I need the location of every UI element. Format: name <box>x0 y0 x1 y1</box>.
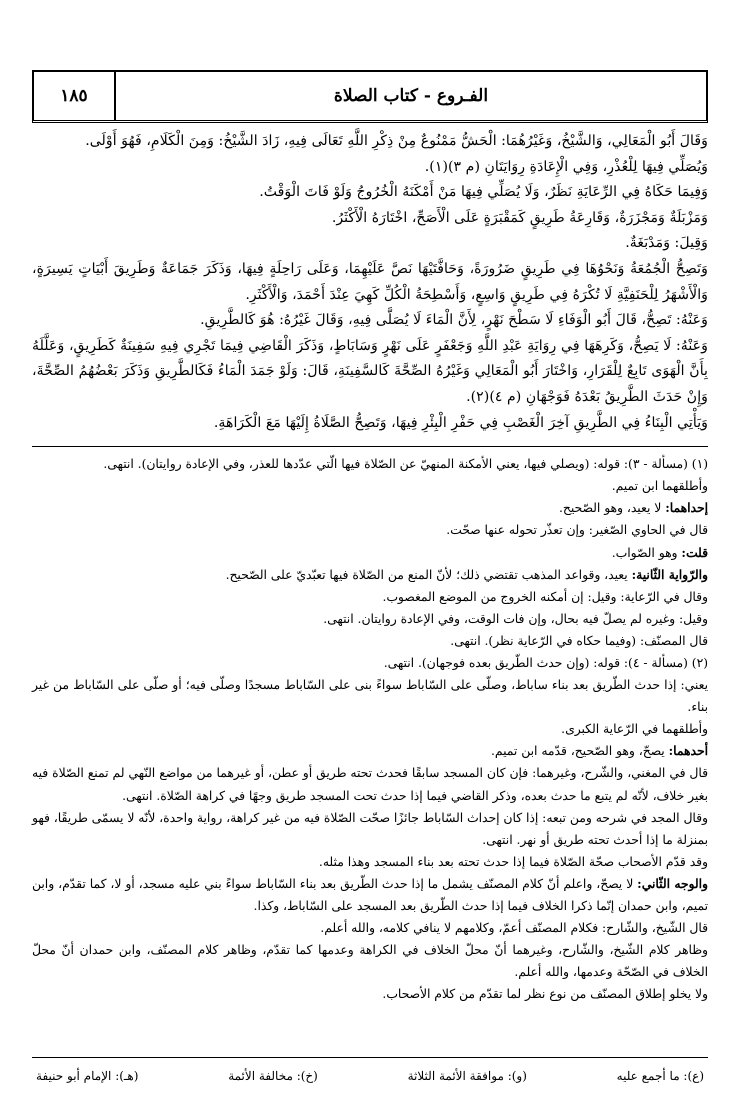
main-paragraph: وَعَنْهُ: لَا يَصِحُّ، وَكَرِهَهَا فِي رِوَايَةِ عَبْدِ اللَّهِ وَجَعْفَرٍ عَلَى نَهْرٍ وَسَابَاطٍ، وَذَكَرَ الْقَاضِي فِيمَا تَجْرِي فِيهِ سَفِينَةٌ كَطَرِيقٍ، وَعَلَّلَهُ بِأَنَّ الْهَوَى تَابِعٌ لِلْقَرَارِ، وَاخْتَارَ أَبُو الْمَعَالِي وَغَيْرُهُ الصِّحَّةَ كَالسَّفِينَةِ، قَالَ: وَلَوْ جَمَدَ الْمَاءُ فَكَالطَّرِيقِ وَذَكَرَ بَعْضُهُمُ الصِّحَّةَ، وَإِنْ حَدَثَ الطَّرِيقُ بَعْدَهُ فَوَجْهَانِ (م ٤)(٢). <box>32 337 708 405</box>
footnote-line <box>32 983 708 1005</box>
main-paragraph: وَيَأْتِي الْبِنَاءُ فِي الطَّرِيقِ آخِرَ الْغَصْبِ فِي حَفْرِ الْبِئْرِ فِيهَا، وَتَصِحُّ الصَّلَاةُ إِلَيْهَا مَعَ الْكَرَاهَةِ. <box>213 414 708 431</box>
main-paragraph: وَمَزْبَلَةٌ وَمَجْزَرَةٌ، وَقَارِعَةُ طَرِيقٍ كَمَقْبَرَةٍ عَلَى الْأَصَحِّ، اخْتَارَهُ الْأَكْثَرُ. <box>331 209 708 226</box>
footnote-text: وهو الصّواب. <box>611 545 682 560</box>
main-paragraph: وَفِيمَا حَكَاهُ فِي الرِّعَايَةِ نَظَرٌ، وَلَا يُصَلِّي فِيهَا مَنْ أَمْكَنَهُ الْخُرُوجُ وَلَوْ فَاتَ الْوَقْتُ. <box>259 184 708 201</box>
footnote-text: وقال المجد في شرحه ومن تبعه: إذا كان إحداث السّاباط جائزًا صحّت الصّلاة فيه من غير كراهة، رواية واحدة، لأنّه لا يسمّى طريقًا، فهو بمنزلة ما إذا أحدث تحته طريق أو نهر. انتهى. <box>32 810 708 847</box>
footnote-line <box>32 542 708 564</box>
footnote-line <box>32 564 708 586</box>
footnote-text: وأطلقهما ابن تميم. <box>611 479 708 494</box>
footnote-line <box>32 475 708 497</box>
page-number: ١٨٥ <box>34 72 116 120</box>
footnote-text: قال في الحاوي الصّغير: وإن تعذّر تحوله عنها صحّت. <box>446 523 708 538</box>
footnote-line <box>32 718 708 740</box>
main-paragraph: وَتَصِحُّ الْجُمُعَةُ وَنَحْوُهَا فِي طَرِيقٍ ضَرُورَةً، وَحَافَّتَيْهَا نَصَّ عَلَيْهِمَا، وَعَلَى رَاحِلَةٍ فِيهَا، وَذَكَرَ جَمَاعَةٌ وَطَرِيقَ أَبْيَاتٍ يَسِيرَةٍ، وَالْأَشْهَرُ لِلْحَنَفِيَّةِ لَا تُكْرَهُ فِي طَرِيقٍ وَاسِعٍ، وَأَسْطِحَةُ الْكُلِّ كَهِيَ عِنْدَ أَحْمَدَ، وَالْأَكْثَرِ. <box>32 260 708 303</box>
footnote-text: قال المصنّف: (وفيما حكاه في الرّعاية نظر). انتهى. <box>450 633 708 648</box>
main-text <box>32 129 708 436</box>
footnote-line <box>32 807 708 851</box>
main-paragraph: وَيُصَلِّي فِيهَا لِلْعُذْرِ، وَفِي الْإِعَادَةِ رِوَايَتَانِ (م ٣)(١). <box>424 158 708 175</box>
footnote-text: قال الشّيخ، والشّارح: فكلام المصنّف أعمّ، وكلامهم لا ينافي كلامه، والله أعلم. <box>320 921 708 936</box>
footnote-line <box>32 917 708 939</box>
footnotes <box>32 453 708 1005</box>
legend-ijma: (ع): ما أجمع عليه <box>616 1069 704 1083</box>
footnote-text: لا يعيد، وهو الصّحيح. <box>558 501 666 516</box>
footnote-text: (١) (مسألة - ٣): قوله: (ويصلي فيها، يعني الأمكنة المنهيّ عن الصّلاة فيها الّتي عدّدها للعذر، وفي الإعادة روايتان). انتهى. <box>103 457 708 472</box>
main-paragraph: وَعَنْهُ: تَصِحُّ، قَالَ أَبُو الْوَفَاءِ لَا سَطْحَ نَهْرٍ، لِأَنَّ الْمَاءَ لَا يُصَلَّى فِيهِ، وَقَالَ غَيْرُهُ: هُوَ كَالطَّرِيقِ. <box>200 312 708 329</box>
footnote-text: يعني: إذا حدث الطّريق بعد بناء ساباط، وصلّى على السّاباط سواءً بنى على السّاباط مسجدًا وصلّى فيه؛ أو صلّى على السّاباط من غير بناء. <box>32 678 708 715</box>
main-paragraph: وَقَالَ أَبُو الْمَعَالِي، وَالشَّيْخُ، وَغَيْرُهُمَا: الْحَشُّ مَمْنُوعٌ مِنْ ذِكْرِ اللَّهِ تَعَالَى فِيهِ، زَادَ الشَّيْخُ: وَمِنَ الْكَلَامِ، فَهُوَ أَوْلَى. <box>85 133 708 149</box>
footnote-text: وأطلقهما في الرّعاية الكبرى. <box>561 722 708 737</box>
main-paragraph: وَقِيلَ: وَمَدْبَغَةٌ. <box>625 235 708 252</box>
footnote-line <box>32 939 708 983</box>
footnote-line <box>32 519 708 541</box>
legend-agreement: (و): موافقة الأئمة الثلاثة <box>407 1069 527 1083</box>
footnote-line <box>32 630 708 652</box>
footnote-line <box>32 586 708 608</box>
footnote-text: (٢) (مسألة - ٤): قوله: (وإن حدث الطّريق بعده فوجهان). انتهى. <box>383 655 708 670</box>
footnote-text: يعيد، وقواعد المذهب تقتضي ذلك؛ لأنّ المنع من الصّلاة فيها تعبّديّ على الصّحيح. <box>225 567 632 582</box>
footnote-line <box>32 851 708 873</box>
footnote-text: لا يصحّ، واعلم أنّ كلام المصنّف يشمل ما إذا حدث الطّريق بعد بناء السّاباط سواءً بني عليه مسجد، أو لا، كما تقدّم، وابن تميم، وابن حمدان إنّما ذكرا الخلاف فيما إذا حدث الطّريق بعد المسجد على السّاباط، وكذا. <box>32 876 708 913</box>
abbreviation-legend <box>32 1057 708 1094</box>
footnote-line <box>32 608 708 630</box>
page-header <box>32 70 708 123</box>
footnote-line <box>32 497 708 519</box>
footnote-text: يصحّ، وهو الصّحيح، قدّمه ابن تميم. <box>490 744 669 759</box>
footnote-text: وقد قدّم الأصحاب صحّة الصّلاة فيما إذا حدث تحته بعد بناء المسجد وهذا مثله. <box>318 854 708 869</box>
footnote-text: قال في المغني، والشّرح، وغيرهما: فإن كان المسجد سابقًا فحدث تحته طريق أو عطن، أو غيرهما من مواضع النّهي لم تمنع الصّلاة فيه بغير خلاف، لأنّه لم يتبع ما حدث بعده، وذكر القاضي فيما إذا حدث تحت المسجد طريق وجهًا في كراهة الصّلاة. انتهى. <box>32 766 708 803</box>
footnote-text: ولا يخلو إطلاق المصنّف من نوع نظر لما تقدّم من كلام الأصحاب. <box>382 987 708 1002</box>
running-title: الفـروع - كتاب الصلاة <box>333 86 489 106</box>
footnote-line <box>32 740 708 762</box>
footnote-lead: أحدهما: <box>668 743 708 759</box>
footnote-text: وقال في الرّعاية: وقيل: إن أمكنه الخروج من الموضع المغصوب. <box>382 589 708 604</box>
footnote-text: وظاهر كلام الشّيخ، والشّارح، وغيرهما أنّ محلّ الخلاف في الكراهة وعدمها كما تقدّم، وظاهر كلام المصنّف، وابن حمدان أنّ محلّ الخلاف في الصّحّة وعدمها، والله أعلم. <box>32 943 708 980</box>
footnote-separator <box>32 446 708 447</box>
footnote-line <box>32 453 708 475</box>
footnote-line <box>32 674 708 718</box>
footnote-line <box>32 873 708 917</box>
footnote-text: وقيل: وغيره لم يصلّ فيه بحال، وإن فات الوقت، وفي الإعادة روايتان. انتهى. <box>323 611 708 626</box>
footnote-lead: قلت: <box>681 544 708 560</box>
footnote-line <box>32 762 708 806</box>
footnote-line <box>32 652 708 674</box>
footnote-lead: والوجه الثّاني: <box>637 875 708 891</box>
page <box>32 70 708 1094</box>
footnote-lead: والرّواية الثّانية: <box>631 566 708 582</box>
legend-abu-hanifa: (هـ): الإمام أبو حنيفة <box>36 1069 139 1083</box>
footnote-lead: إحداهما: <box>665 500 708 516</box>
legend-disagreement: (خ): مخالفة الأئمة <box>228 1069 318 1083</box>
